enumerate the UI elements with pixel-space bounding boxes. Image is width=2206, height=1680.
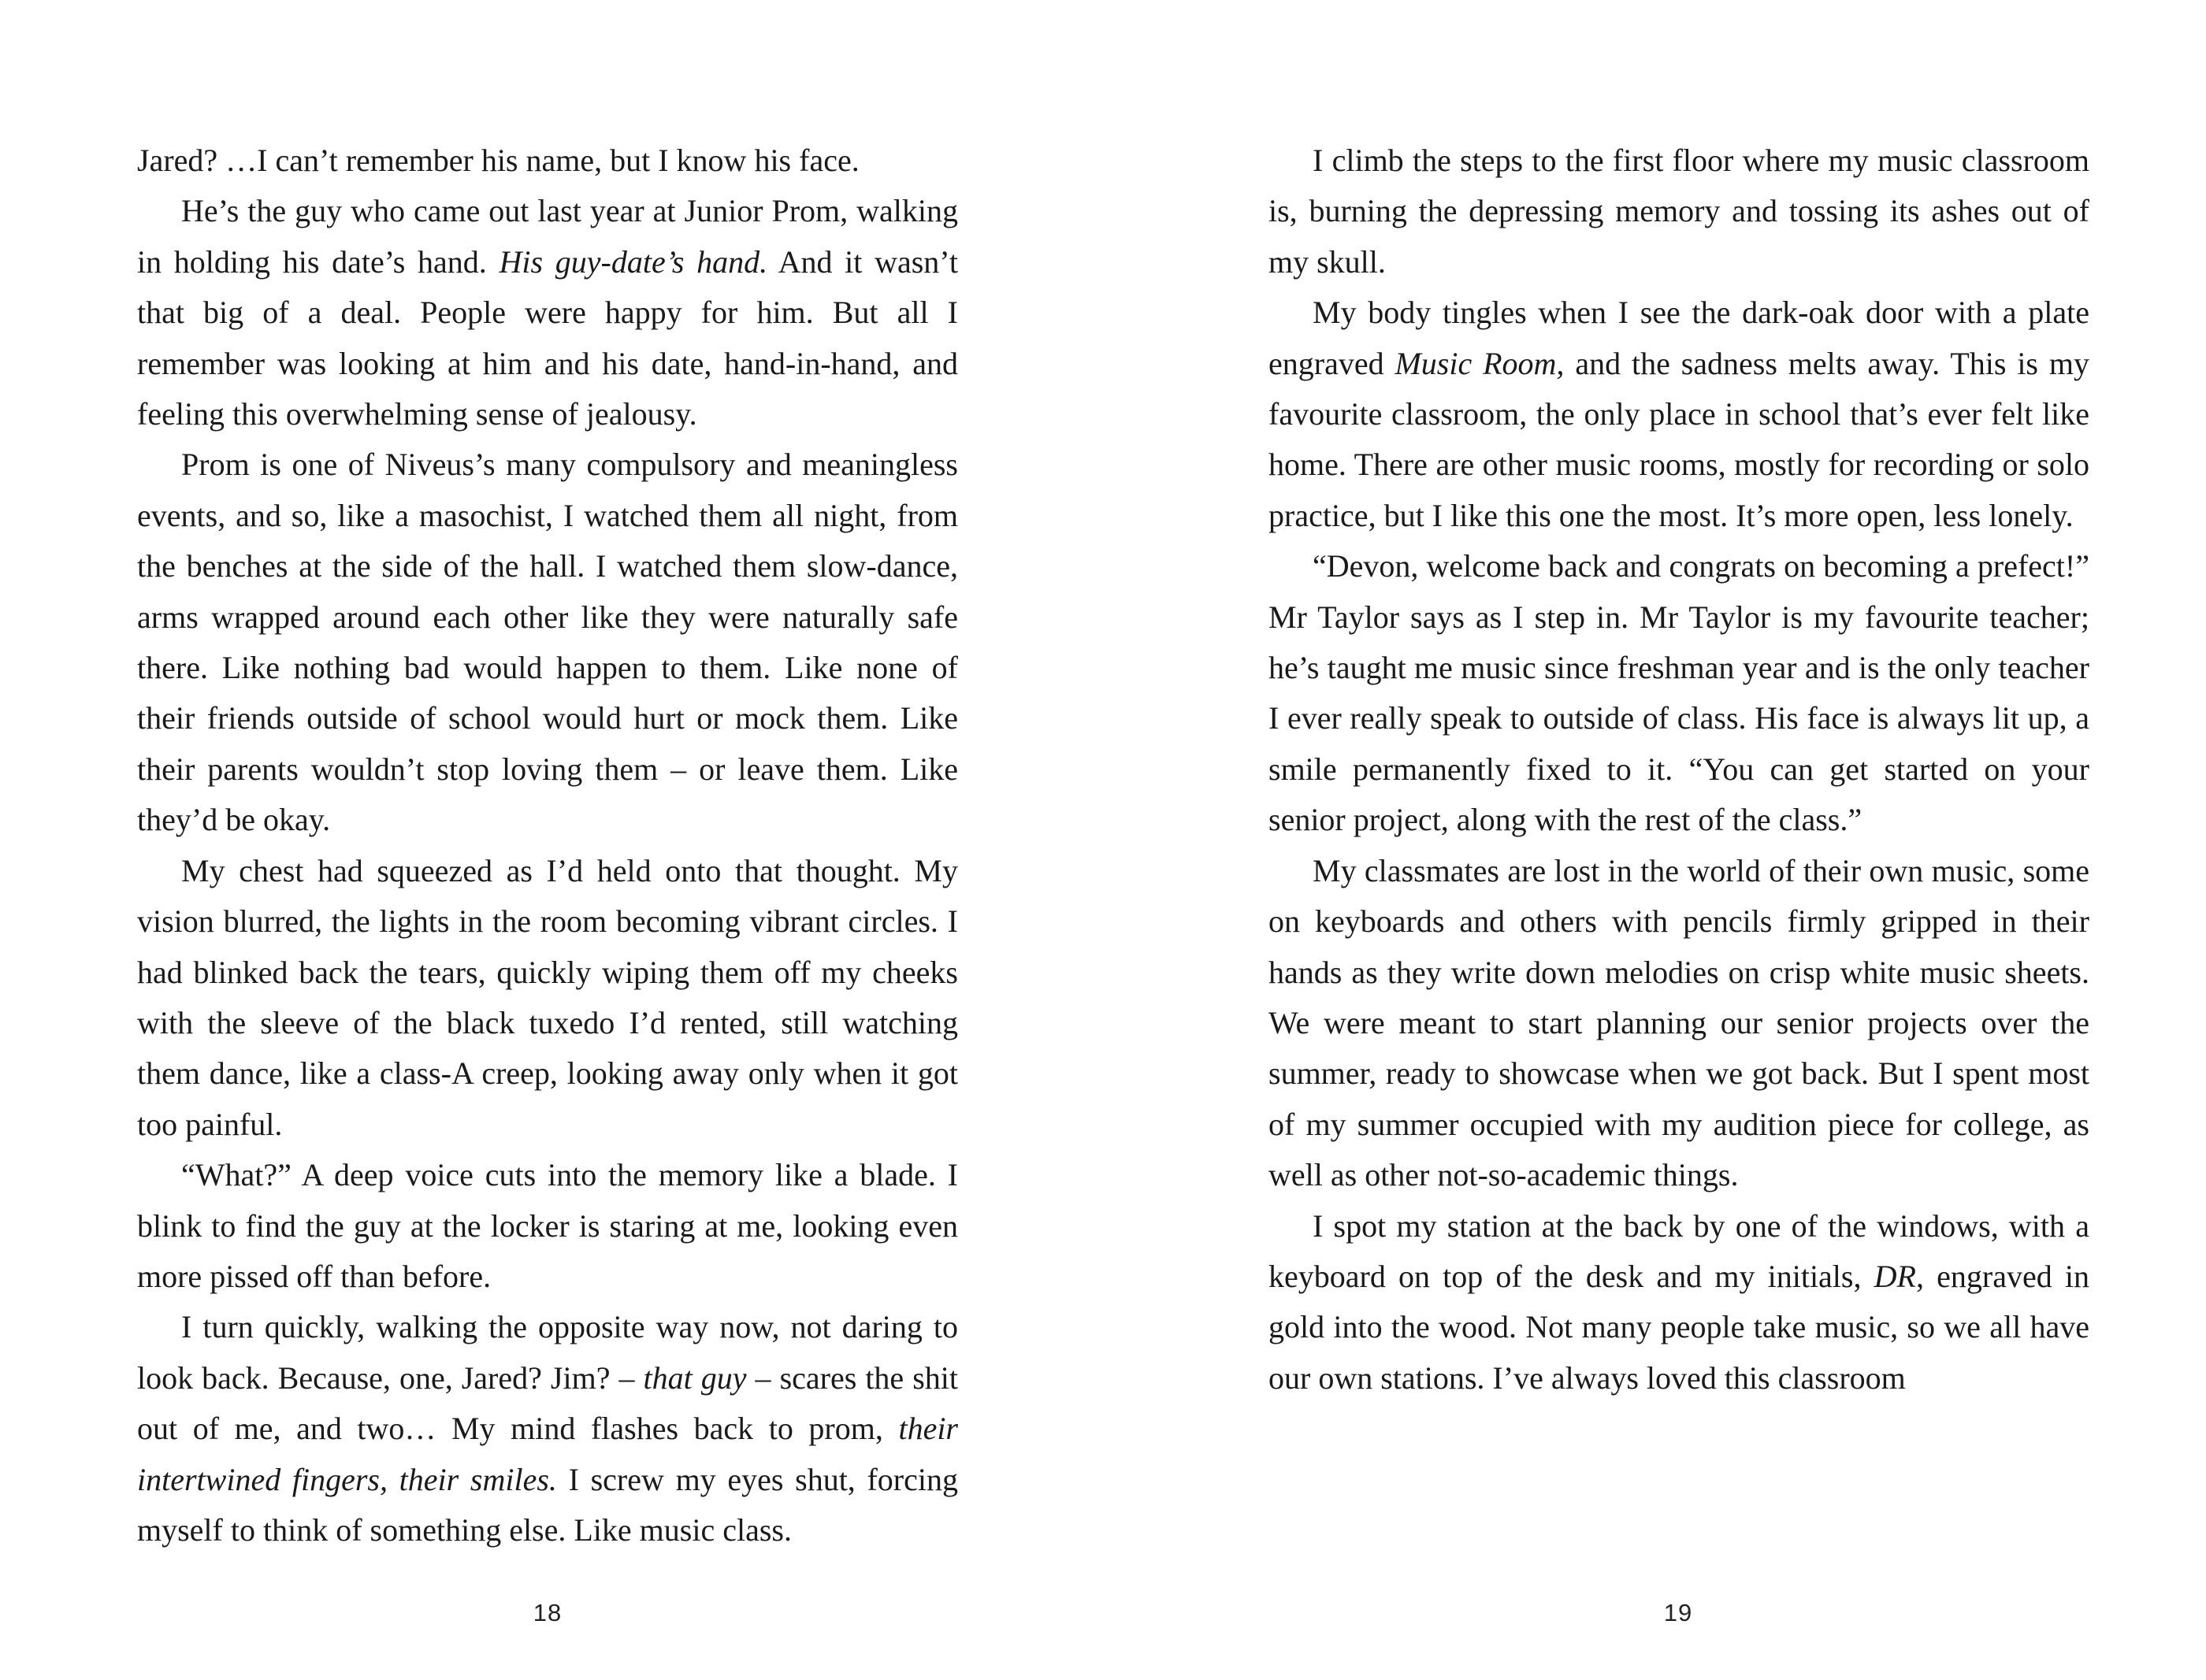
right-page-body-text <box>1268 135 2089 1404</box>
paragraph: Jared? …I can’t remember his name, but I know his face. <box>137 143 860 178</box>
paragraph: He’s the guy who came out last year at Junior Prom, walking in holding his date’s hand. His guy-date’s hand. And it wasn’t that big of a deal. People were happy for him. But all I remember was looking at him and his date, hand-in-hand, and feeling this overwhelming sense of jealousy. <box>137 193 958 432</box>
paragraph: I climb the steps to the first floor where my music classroom is, burning the depressing memory and tossing its ashes out of my skull. <box>1268 143 2089 280</box>
paragraph: I spot my station at the back by one of the windows, with a keyboard on top of the desk and my initials, DR, engraved in gold into the wood. Not many people take music, so we all have our own stations. I’ve always loved this classroom <box>1268 1207 2090 1396</box>
paragraph: “Devon, welcome back and congrats on becoming a prefect!” Mr Taylor says as I step in. Mr Taylor is my favourite teacher; he’s taught me music since freshman year and is the only teacher I ever really speak to outside of class. His face is always lit up, a smile permanently fixed to it. “You can get started on your senior project, along with the rest of the class.” <box>1268 548 2089 838</box>
page-number: 19 <box>1663 1599 1693 1626</box>
paragraph: “What?” A deep voice cuts into the memory like a blade. I blink to find the guy at the locker is staring at me, looking even more pissed off than before. <box>137 1157 958 1294</box>
page-number: 18 <box>533 1599 563 1626</box>
paragraph: My body tingles when I see the dark-oak door with a plate engraved Music Room, and the sadness melts away. This is my favourite classroom, the only place in school that’s ever felt like home. There are other music rooms, mostly for recording or solo practice, but I like this one the most. It’s more open, less lonely. <box>1268 295 2089 533</box>
paragraph: My chest had squeezed as I’d held onto that thought. My vision blurred, the lights in the room becoming vibrant circles. I had blinked back the tears, quickly wiping them off my cheeks with the sleeve of the black tuxedo I’d rented, still watching them dance, like a class-A creep, looking away only when it got too painful. <box>137 852 958 1142</box>
left-page-body-text <box>137 135 958 1556</box>
right-page <box>1103 0 2206 1680</box>
paragraph: My classmates are lost in the world of their own music, some on keyboards and others with pencils firmly gripped in their hands as they write down melodies on crisp white music sheets. We were meant to start planning our senior projects over the summer, ready to showcase when we got back. But I spent most of my summer occupied with my audition piece for college, as well as other not-so-academic things. <box>1268 852 2089 1193</box>
paragraph: Prom is one of Niveus’s many compulsory and meaningless events, and so, like a masochist, I watched them all night, from the benches at the side of the hall. I watched them slow-dance, arms wrapped around each other like they were naturally safe there. Like nothing bad would happen to them. Like none of their friends outside of school would hurt or mock them. Like their parents wouldn’t stop loving them – or leave them. Like they’d be okay. <box>137 447 958 838</box>
paragraph: I turn quickly, walking the opposite way now, not daring to look back. Because, one, Jared? Jim? – that guy – scares the shit out of me, and two… My mind flashes back to prom, their intertwined fingers, their smiles. I screw my eyes shut, forcing myself to think of something else. Like music class. <box>137 1309 959 1548</box>
